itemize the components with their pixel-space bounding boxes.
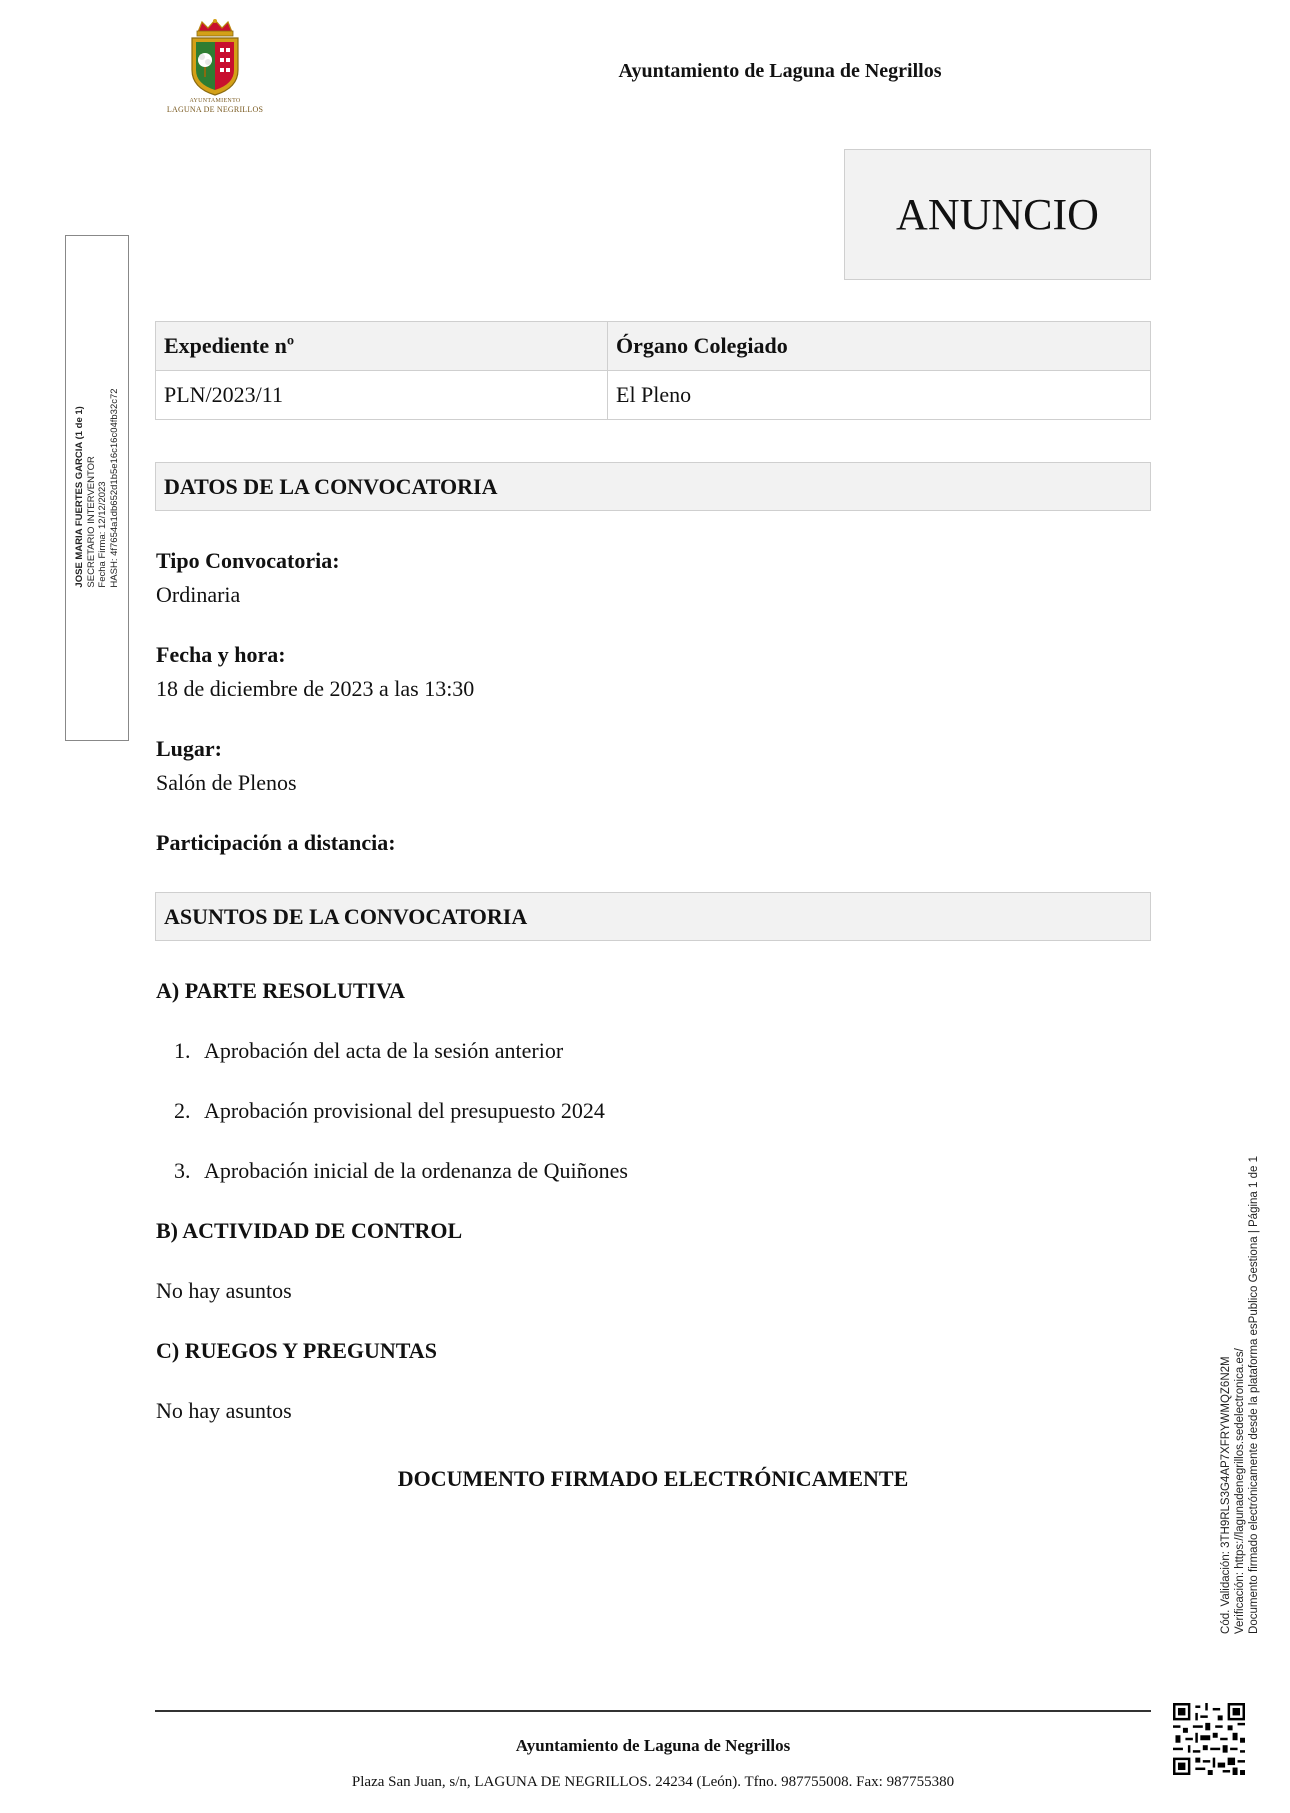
asuntos-section-title: ASUNTOS DE LA CONVOCATORIA xyxy=(155,892,1151,941)
datos-section-title: DATOS DE LA CONVOCATORIA xyxy=(155,462,1151,511)
footer-divider xyxy=(155,1710,1151,1712)
organo-value: El Pleno xyxy=(608,371,1151,420)
organo-header: Órgano Colegiado xyxy=(608,322,1151,371)
tipo-value: Ordinaria xyxy=(156,582,241,607)
actividad-control-text: No hay asuntos xyxy=(156,1278,292,1303)
expediente-table xyxy=(155,321,1151,420)
signed-label: DOCUMENTO FIRMADO ELECTRÓNICAMENTE xyxy=(397,1466,909,1491)
fecha-label: Fecha y hora: xyxy=(156,642,286,667)
signature-text xyxy=(74,388,120,587)
tipo-label: Tipo Convocatoria: xyxy=(156,548,340,573)
lugar-value: Salón de Plenos xyxy=(156,770,297,795)
platform-note: Documento firmado electrónicamente desde la plataforma esPublico Gestiona | Página 1 de 1 xyxy=(1248,1156,1260,1634)
crest-caption-name: LAGUNA DE NEGRILLOS xyxy=(166,105,264,114)
signature-box xyxy=(65,235,129,741)
expediente-value: PLN/2023/11 xyxy=(156,371,608,420)
item-text: Aprobación del acta de la sesión anterior xyxy=(204,1038,564,1063)
expediente-header: Expediente nº xyxy=(156,322,608,371)
fecha-value: 18 de diciembre de 2023 a las 13:30 xyxy=(156,676,475,701)
list-item xyxy=(174,1038,563,1064)
crest-icon xyxy=(184,18,246,98)
item-text: Aprobación inicial de la ordenanza de Quiñones xyxy=(204,1158,628,1183)
ruegos-title: C) RUEGOS Y PREGUNTAS xyxy=(156,1338,437,1363)
validation-code: Cód. Validación: 3TH9RLS3G4AP7XFRYWMQZ6N2M xyxy=(1220,1356,1232,1634)
item-number: 3. xyxy=(174,1158,191,1183)
signature-hash: HASH: 4f7654a1db652d1b5e16c16c04fb32c72 xyxy=(108,388,120,588)
header-title: Ayuntamiento de Laguna de Negrillos xyxy=(618,60,942,82)
signer-role: SECRETARIO INTERVENTOR xyxy=(85,456,97,588)
ruegos-text: No hay asuntos xyxy=(156,1398,292,1423)
actividad-control-title: B) ACTIVIDAD DE CONTROL xyxy=(156,1218,463,1243)
table-header-row xyxy=(156,322,1151,371)
parte-resolutiva-title: A) PARTE RESOLUTIVA xyxy=(156,978,406,1003)
document-type-box: ANUNCIO xyxy=(844,149,1151,280)
list-item xyxy=(174,1098,605,1124)
qr-code-icon xyxy=(1173,1703,1245,1775)
table-row xyxy=(156,371,1151,420)
item-number: 2. xyxy=(174,1098,191,1123)
municipal-crest-logo xyxy=(160,18,270,122)
validation-text xyxy=(1219,1156,1261,1634)
footer-title: Ayuntamiento de Laguna de Negrillos xyxy=(515,1736,791,1755)
item-number: 1. xyxy=(174,1038,191,1063)
footer-address: Plaza San Juan, s/n, LAGUNA DE NEGRILLOS. 24234 (León). Tfno. 987755008. Fax: 987755380 xyxy=(351,1774,955,1790)
signature-date: Fecha Firma: 12/12/2023 xyxy=(97,481,108,588)
list-item xyxy=(174,1158,628,1184)
item-text: Aprobación provisional del presupuesto 2024 xyxy=(204,1098,605,1123)
verification-url: Verificación: https://lagunadenegrillos.sedelectronica.es/ xyxy=(1234,1348,1246,1634)
signer-name: JOSE MARIA FUERTES GARCIA (1 de 1) xyxy=(74,406,85,588)
crest-caption-small: AYUNTAMIENTO xyxy=(189,98,241,104)
lugar-label: Lugar: xyxy=(156,736,222,761)
participacion-label: Participación a distancia: xyxy=(156,830,396,855)
